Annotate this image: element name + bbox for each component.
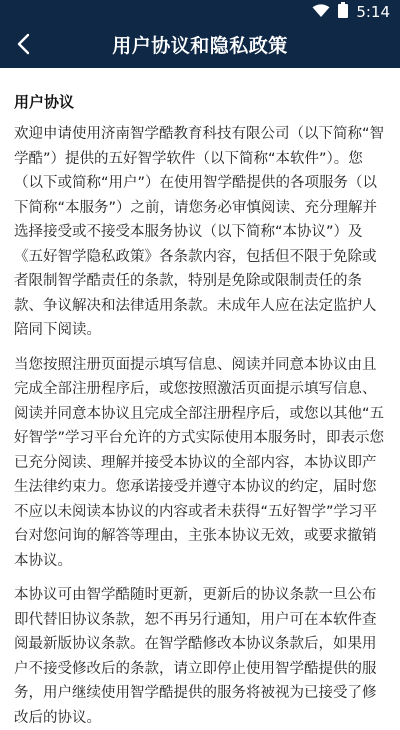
agreement-paragraph: 欢迎申请使用济南智学酷教育科技有限公司（以下简称“智学酷”）提供的五好智学软件（以下简称“本软件”）。您（以下或简称“用户”）在使用智学酷提供的各项服务（以下简称“本服务”）之前，请您务必审慎阅读、充分理解并选择接受或不接受本服务协议（以下简称“本协议”）及《五好智学隐私政策》各条款内容，包括但不限于免除或者限制智学酷责任的条款，特别是免除或限制责任的条款、争议解决和法律适用条款。未成年人应在法定监护人陪同下阅读。 (14, 126, 385, 338)
section-title: 用户协议 (14, 93, 75, 111)
app-bar (0, 24, 400, 68)
agreement-content[interactable] (0, 68, 400, 726)
chevron-left-icon (16, 33, 32, 59)
wifi-icon (312, 3, 330, 22)
back-button[interactable] (6, 28, 42, 64)
status-time: 5:14 (356, 3, 390, 21)
status-bar (0, 0, 400, 24)
agreement-paragraph: 当您按照注册页面提示填写信息、阅读并同意本协议由且完成全部注册程序后，或您按照激活页面提示填写信息、阅读并同意本协议且完成全部注册程序后，或您以其他“五好智学”学习平台允许的方式实际使用本服务时，即表示您已充分阅读、理解并接受本协议的全部内容，本协议即产生法律约束力。您承诺接受并遵守本协议的约定，届时您不应以未阅读本协议的内容或者未获得“五好智学”学习平台对您问询的解答等理由，主张本协议无效，或要求撤销本协议。 (14, 356, 385, 569)
battery-icon (338, 2, 348, 22)
agreement-paragraph: 本协议可由智学酷随时更新，更新后的协议条款一旦公布即代替旧协议条款，恕不再另行通知，用户可在本软件查阅最新版协议条款。在智学酷修改本协议条款后，如果用户不接受修改后的条款，请立即停止使用智学酷提供的服务，用户继续使用智学酷提供的服务将被视为已接受了修改后的协议。 (14, 587, 377, 726)
page-title: 用户协议和隐私政策 (112, 35, 288, 57)
status-icons (312, 0, 390, 24)
